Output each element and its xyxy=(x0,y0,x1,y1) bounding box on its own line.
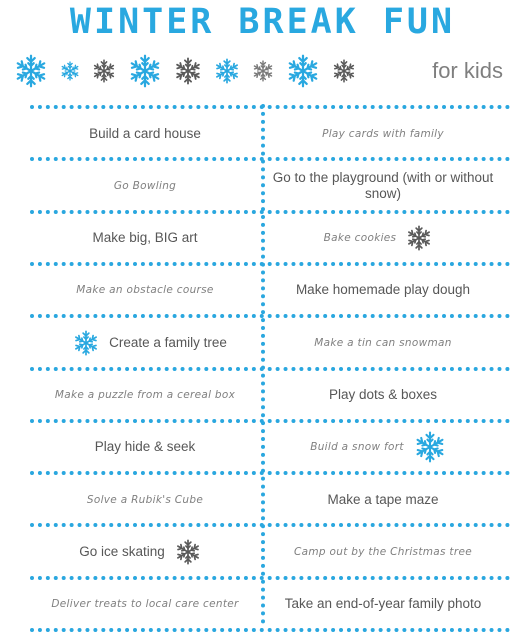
snowflake-icon xyxy=(175,539,201,565)
activity-right xyxy=(268,370,498,421)
activity-label: Solve a Rubik's Cube xyxy=(86,493,204,506)
activity-right xyxy=(268,213,498,264)
activity-label: Play hide & seek xyxy=(94,439,196,455)
activity-right xyxy=(268,160,498,211)
activity-label: Build a snow fort xyxy=(310,441,404,454)
activity-label: Make homemade play dough xyxy=(295,282,471,298)
activity-label: Make a puzzle from a cereal box xyxy=(54,389,236,401)
activity-right xyxy=(268,526,498,577)
activity-label: Make a tape maze xyxy=(327,491,439,507)
activity-left xyxy=(30,160,260,211)
activity-label: Play cards with family xyxy=(322,127,444,140)
activity-left xyxy=(30,108,260,159)
activity-label: Go ice skating xyxy=(79,543,165,559)
activity-label: Build a card house xyxy=(89,125,201,141)
activity-right xyxy=(268,265,498,316)
activity-label: Make a tin can snowman xyxy=(314,336,452,349)
activity-left xyxy=(30,422,260,473)
activity-label: Create a family tree xyxy=(109,334,227,350)
activity-left xyxy=(30,579,260,630)
activity-label: Make an obstacle course xyxy=(76,284,214,297)
activity-right xyxy=(268,579,498,630)
activity-left xyxy=(30,474,260,525)
activity-label: Bake cookies xyxy=(323,232,397,245)
activity-label: Make big, BIG art xyxy=(92,230,198,246)
subtitle: for kids xyxy=(432,58,503,83)
activity-left xyxy=(30,526,260,577)
activity-right xyxy=(268,317,498,368)
activity-right xyxy=(268,422,498,473)
snowflake-icon xyxy=(406,225,432,251)
activity-right xyxy=(268,474,498,525)
activity-left xyxy=(30,370,260,421)
activity-label: Play dots & boxes xyxy=(328,387,438,402)
page-title: WINTER BREAK FUN xyxy=(69,2,456,42)
activity-label: Take an end-of-year family photo xyxy=(284,596,482,612)
activity-label: Go to the playground (with or without snow) xyxy=(272,169,494,201)
activity-left xyxy=(30,213,260,264)
activity-label: Deliver treats to local care center xyxy=(51,598,239,611)
snowflake-icon xyxy=(73,330,99,356)
snowflake-icon xyxy=(414,431,446,463)
activity-left xyxy=(30,317,260,368)
activity-label: Go Bowling xyxy=(113,179,177,192)
column-divider xyxy=(261,104,265,624)
activity-left xyxy=(30,265,260,316)
activity-label: Camp out by the Christmas tree xyxy=(294,545,472,558)
activity-right xyxy=(268,108,498,159)
